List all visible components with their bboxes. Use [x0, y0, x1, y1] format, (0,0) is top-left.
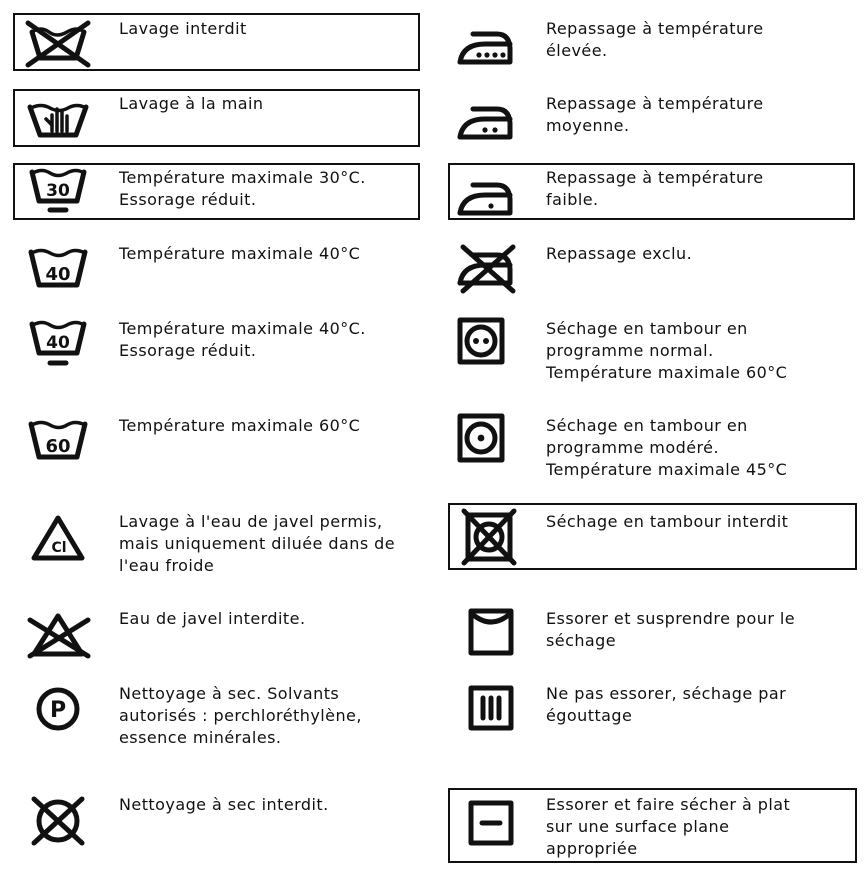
- care-text: Repassage exclu.: [546, 244, 693, 263]
- dry-clean-p-icon: [22, 684, 94, 734]
- no-iron-icon: [449, 243, 521, 293]
- care-text: Température maximale 60°C: [119, 416, 361, 435]
- care-text: Nettoyage à sec interdit.: [119, 795, 329, 814]
- care-text: Ne pas essorer, séchage par égouttage: [546, 684, 787, 725]
- iron-medium-icon: [449, 93, 521, 143]
- care-text: Température maximale 30°C. Essorage réduit.: [119, 168, 366, 209]
- svg-text:40: 40: [46, 333, 70, 353]
- iron-high-icon: [449, 18, 521, 68]
- no-tumble-dry-icon: [462, 509, 516, 565]
- care-text: Lavage interdit: [119, 19, 247, 38]
- care-text: Eau de javel interdite.: [119, 609, 306, 628]
- tumble-dry-normal-icon: [456, 316, 506, 366]
- care-text: Repassage à température élevée.: [546, 19, 764, 60]
- drip-dry-icon: [467, 684, 515, 732]
- iron-low-icon: [449, 169, 521, 219]
- care-text: Séchage en tambour en programme modéré. Température maximale 45°C: [546, 416, 788, 479]
- care-text: Repassage à température faible.: [546, 168, 764, 209]
- tumble-dry-low-icon: [456, 412, 506, 464]
- wash-40-icon: [22, 242, 94, 292]
- care-text: Température maximale 40°C: [119, 244, 361, 263]
- wash-30-gentle-icon: [22, 166, 94, 216]
- no-bleach-icon: [22, 610, 94, 660]
- care-text: Repassage à température moyenne.: [546, 94, 764, 135]
- no-wash-icon: [22, 17, 94, 67]
- care-text: Essorer et susprendre pour le séchage: [546, 609, 796, 650]
- wash-40-gentle-icon: [22, 318, 94, 368]
- hand-wash-icon: [22, 93, 94, 143]
- care-text: Essorer et faire sécher à plat sur une surface plane appropriée: [546, 795, 791, 858]
- dry-flat-icon: [466, 799, 516, 847]
- care-text: Lavage à la main: [119, 94, 264, 113]
- no-dry-clean-icon: [22, 795, 94, 845]
- svg-text:Cl: Cl: [51, 540, 67, 556]
- care-text: Température maximale 40°C. Essorage réduit.: [119, 319, 366, 360]
- care-text: Lavage à l'eau de javel permis, mais uniquement diluée dans de l'eau froide: [119, 512, 396, 575]
- line-dry-icon: [467, 607, 515, 657]
- wash-60-icon: [22, 414, 94, 464]
- svg-text:30: 30: [46, 181, 70, 201]
- svg-text:60: 60: [45, 436, 71, 457]
- care-text: Séchage en tambour interdit: [546, 512, 789, 531]
- svg-text:40: 40: [45, 264, 71, 285]
- bleach-allowed-icon: [22, 514, 94, 564]
- care-text: Nettoyage à sec. Solvants autorisés : perchloréthylène, essence minérales.: [119, 684, 362, 747]
- svg-text:P: P: [49, 698, 67, 723]
- care-text: Séchage en tambour en programme normal. Température maximale 60°C: [546, 319, 788, 382]
